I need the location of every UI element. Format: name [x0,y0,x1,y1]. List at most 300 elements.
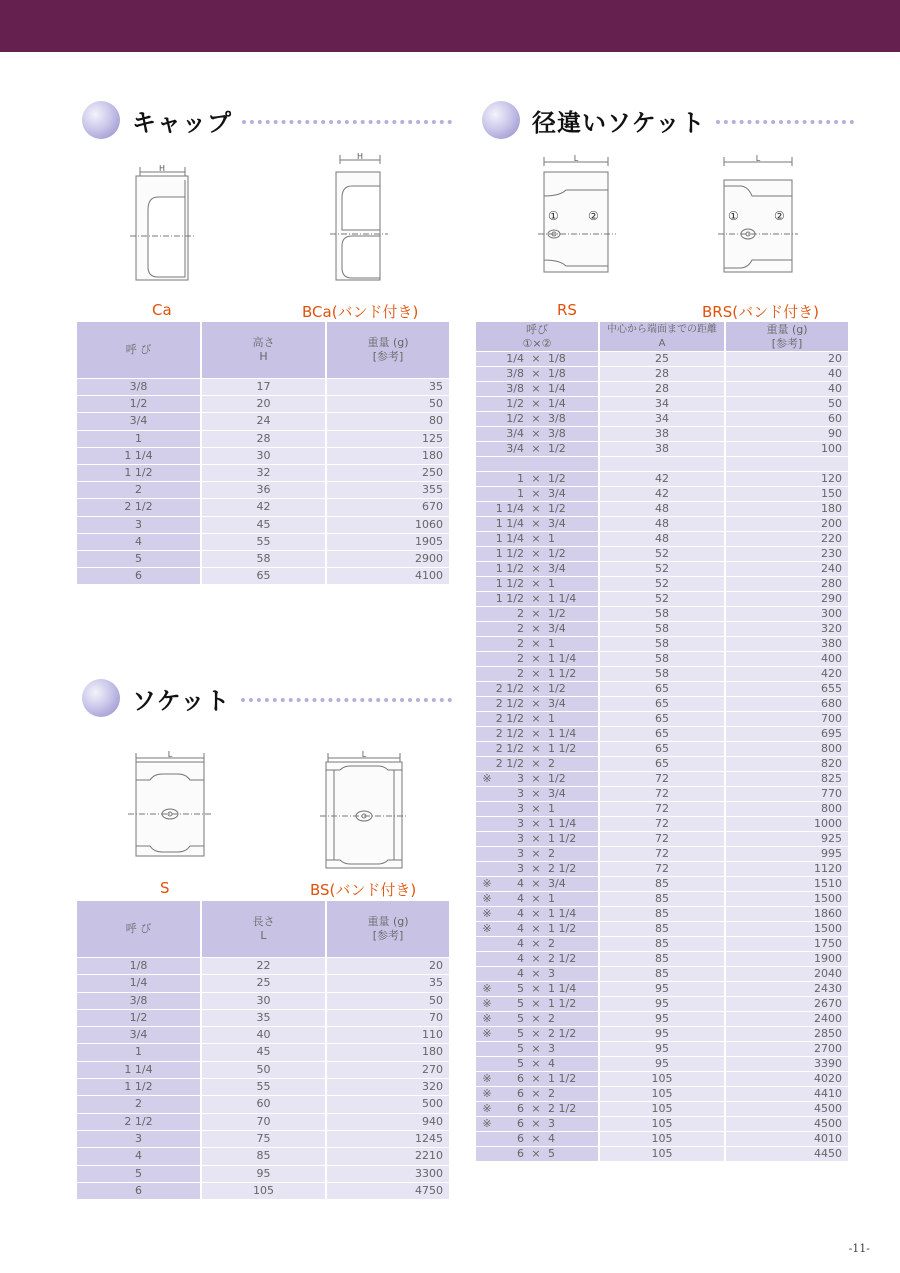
size-cell: 1/2 [77,396,202,413]
size-cell: 1/8 [77,958,202,975]
weight-cell: 3300 [327,1166,451,1183]
note-mark: ※ [482,907,492,920]
size-a: 2 [517,637,524,650]
rs-spec-table [476,322,850,1162]
length-cell: 75 [202,1131,327,1148]
size-cell [476,1027,600,1042]
size-cell [476,472,600,487]
port-2-label: ② [588,209,599,223]
times-sign: × [531,472,541,485]
table-row [476,1132,850,1147]
note-mark: ※ [482,772,492,785]
weight-cell: 180 [726,502,850,517]
table-row [77,413,451,430]
table-row [476,907,850,922]
times-sign: × [531,352,541,365]
size-cell [476,727,600,742]
table-row [476,502,850,517]
size-cell [476,772,600,787]
weight-cell: 1000 [726,817,850,832]
distance-cell: 95 [600,997,726,1012]
weight-cell: 940 [327,1114,451,1131]
table-row [77,517,451,534]
table-row [476,892,850,907]
size-a: 1 [517,487,524,500]
table-row [476,877,850,892]
weight-cell: 35 [327,975,451,992]
times-sign: × [531,547,541,560]
size-b: 1/4 [548,382,566,395]
size-cell [476,877,600,892]
weight-cell: 100 [726,442,850,457]
size-a: 1 1/4 [495,532,524,545]
distance-cell: 72 [600,862,726,877]
size-cell [476,577,600,592]
times-sign: × [531,862,541,875]
table-row [77,975,451,992]
weight-cell: 670 [327,499,451,516]
size-a: 5 [517,1057,524,1070]
size-cell [476,862,600,877]
times-sign: × [531,1027,541,1040]
distance-cell: 58 [600,637,726,652]
table-row [476,757,850,772]
size-b: 1 1/4 [548,907,577,920]
size-a: 4 [517,877,524,890]
dim-l-label: L [573,154,579,163]
size-b: 2 [548,757,555,770]
weight-cell: 35 [327,379,451,396]
table-row [77,396,451,413]
col-header-name: 呼び ①×② [476,322,600,352]
table-row [476,742,850,757]
size-b: 2 [548,937,555,950]
size-cell [476,982,600,997]
table-row [77,534,451,551]
weight-cell: 420 [726,667,850,682]
times-sign: × [531,772,541,785]
times-sign: × [531,802,541,815]
rs-table-body [476,352,850,1162]
times-sign: × [531,502,541,515]
cap-ca-drawing [128,162,198,284]
weight-cell: 2400 [726,1012,850,1027]
weight-cell: 90 [726,427,850,442]
weight-cell: 825 [726,772,850,787]
table-row [77,448,451,465]
table-row [476,997,850,1012]
size-b: 3/8 [548,427,566,440]
table-row [476,427,850,442]
size-cell: 2 1/2 [77,499,202,516]
size-a: 4 [517,892,524,905]
length-cell: 95 [202,1166,327,1183]
weight-cell: 250 [327,465,451,482]
times-sign: × [531,397,541,410]
size-b: 4 [548,1132,555,1145]
distance-cell: 105 [600,1117,726,1132]
table-row [77,1010,451,1027]
table-row [476,982,850,997]
size-cell [476,1087,600,1102]
table-row [476,1027,850,1042]
size-cell [476,847,600,862]
size-a: 1 1/4 [495,502,524,515]
times-sign: × [531,817,541,830]
table-row [77,568,451,585]
size-cell [476,1057,600,1072]
size-b: 4 [548,1057,555,1070]
table-row [77,482,451,499]
distance-cell: 72 [600,802,726,817]
distance-cell: 58 [600,622,726,637]
size-b: 1 1/4 [548,982,577,995]
size-b: 2 [548,1087,555,1100]
size-cell [476,682,600,697]
brs-drawing [718,152,800,276]
size-a: 3 [517,817,524,830]
table-row [476,1102,850,1117]
times-sign: × [531,757,541,770]
table-row [476,607,850,622]
times-sign: × [531,877,541,890]
note-mark: ※ [482,982,492,995]
size-cell: 5 [77,551,202,568]
weight-cell: 70 [327,1010,451,1027]
label-brs: BRS(バンド付き) [702,303,819,321]
times-sign: × [531,622,541,635]
height-cell: 58 [202,551,327,568]
times-sign: × [531,367,541,380]
length-cell: 60 [202,1096,327,1113]
dotted-rule [242,120,452,124]
times-sign: × [531,1012,541,1025]
times-sign: × [531,982,541,995]
height-cell: 55 [202,534,327,551]
col-header-height: 高さ H [202,322,327,379]
size-b: 2 1/2 [548,1102,577,1115]
size-a: 1/2 [506,412,524,425]
distance-cell: 95 [600,982,726,997]
size-a: 1 1/4 [495,517,524,530]
size-b: 1/8 [548,352,566,365]
size-a: 1 1/2 [495,562,524,575]
cap-table-body [77,379,451,585]
size-cell [476,607,600,622]
size-b: 1 [548,532,555,545]
bullet-ball-icon [82,679,120,717]
table-row [476,382,850,397]
weight-cell: 355 [327,482,451,499]
size-a: 5 [517,1027,524,1040]
height-cell: 65 [202,568,327,585]
weight-cell: 2900 [327,551,451,568]
size-b: 1/4 [548,397,566,410]
size-b: 1 1/2 [548,667,577,680]
header-bar [0,0,900,52]
distance-cell: 85 [600,907,726,922]
dim-h-label: H [356,152,364,161]
weight-cell: 1060 [327,517,451,534]
table-row [476,667,850,682]
size-a: 5 [517,982,524,995]
size-cell: 1/4 [77,975,202,992]
table-row [77,499,451,516]
size-cell: 1 1/4 [77,448,202,465]
times-sign: × [531,682,541,695]
weight-cell: 300 [726,607,850,622]
size-cell [476,907,600,922]
table-row [476,1117,850,1132]
weight-cell: 220 [726,532,850,547]
table-row [476,547,850,562]
distance-cell: 85 [600,952,726,967]
height-cell: 20 [202,396,327,413]
weight-cell: 20 [327,958,451,975]
table-row [476,787,850,802]
table-row [476,832,850,847]
size-a: 4 [517,937,524,950]
size-a: 6 [517,1147,524,1160]
distance-cell: 58 [600,607,726,622]
weight-cell: 230 [726,547,850,562]
size-cell: 1 1/4 [77,1062,202,1079]
size-b: 2 [548,847,555,860]
distance-cell: 95 [600,1042,726,1057]
weight-cell: 1750 [726,937,850,952]
weight-cell: 770 [726,787,850,802]
times-sign: × [531,517,541,530]
size-cell [476,712,600,727]
size-b: 1 1/4 [548,727,577,740]
size-cell [476,1102,600,1117]
col-header-name: 呼 び [77,322,202,379]
distance-cell: 85 [600,937,726,952]
size-cell: 2 [77,482,202,499]
weight-cell: 1860 [726,907,850,922]
size-a: 5 [517,1012,524,1025]
size-b: 3/4 [548,622,566,635]
distance-cell: 52 [600,562,726,577]
table-row [476,862,850,877]
times-sign: × [531,607,541,620]
size-cell [476,562,600,577]
size-a: 4 [517,907,524,920]
size-cell [476,1147,600,1162]
size-cell [476,802,600,817]
distance-cell: 34 [600,397,726,412]
weight-cell: 4410 [726,1087,850,1102]
size-cell: 1/2 [77,1010,202,1027]
weight-cell: 320 [327,1079,451,1096]
size-a: 2 1/2 [495,757,524,770]
size-b: 1 [548,637,555,650]
weight-cell: 80 [327,413,451,430]
size-a: 1/4 [506,352,524,365]
length-cell: 85 [202,1148,327,1165]
label-ca: Ca [152,301,172,319]
table-row [476,442,850,457]
dim-l-label: L [361,750,367,759]
weight-cell: 60 [726,412,850,427]
times-sign: × [531,487,541,500]
table-row [476,577,850,592]
distance-cell: 65 [600,697,726,712]
size-b: 1/2 [548,682,566,695]
times-sign: × [531,1042,541,1055]
size-cell [476,922,600,937]
size-b: 1/2 [548,442,566,455]
length-cell: 70 [202,1114,327,1131]
table-row [476,1072,850,1087]
weight-cell [726,457,850,472]
weight-cell: 1245 [327,1131,451,1148]
distance-cell: 105 [600,1132,726,1147]
distance-cell: 85 [600,922,726,937]
size-cell [476,442,600,457]
weight-cell: 400 [726,652,850,667]
cap-bca-drawing [328,150,390,284]
distance-cell: 58 [600,667,726,682]
size-cell [476,397,600,412]
table-row [476,652,850,667]
dotted-rule [716,120,854,124]
size-cell [476,697,600,712]
size-a: 1 1/2 [495,577,524,590]
distance-cell: 95 [600,1057,726,1072]
size-b: 1 1/4 [548,817,577,830]
table-row [476,412,850,427]
table-row [476,397,850,412]
size-cell [476,352,600,367]
distance-cell: 72 [600,817,726,832]
size-a: 2 1/2 [495,712,524,725]
table-row [77,1166,451,1183]
height-cell: 17 [202,379,327,396]
col-header-distance: 中心から端面までの距離 A [600,322,726,352]
size-b: 1/2 [548,472,566,485]
times-sign: × [531,532,541,545]
table-row [77,1027,451,1044]
size-cell [476,487,600,502]
note-mark: ※ [482,1012,492,1025]
table-row [77,465,451,482]
table-row [476,727,850,742]
size-a: 2 1/2 [495,697,524,710]
size-a: 3/8 [506,367,524,380]
col-header-weight: 重量 (g) [参考] [327,322,451,379]
size-cell [476,547,600,562]
note-mark: ※ [482,892,492,905]
size-b: 1/2 [548,772,566,785]
length-cell: 50 [202,1062,327,1079]
size-cell [476,952,600,967]
section-title: ソケット [132,686,231,715]
size-cell [476,427,600,442]
dim-l-label: L [167,750,173,759]
distance-cell: 95 [600,1027,726,1042]
weight-cell: 680 [726,697,850,712]
note-mark: ※ [482,997,492,1010]
size-cell: 3/4 [77,1027,202,1044]
size-cell: 6 [77,1183,202,1200]
distance-cell: 95 [600,1012,726,1027]
distance-cell: 72 [600,832,726,847]
height-cell: 30 [202,448,327,465]
times-sign: × [531,592,541,605]
times-sign: × [531,922,541,935]
table-row [476,457,850,472]
size-a: 3 [517,802,524,815]
size-b: 2 1/2 [548,952,577,965]
size-cell: 3/4 [77,413,202,430]
table-row [476,592,850,607]
distance-cell: 48 [600,517,726,532]
table-row [476,1147,850,1162]
note-mark: ※ [482,877,492,890]
weight-cell: 110 [327,1027,451,1044]
table-row [476,967,850,982]
size-cell: 1 [77,431,202,448]
cap-spec-table [77,322,451,585]
section-heading-cap [82,100,452,140]
section-heading-reducing-socket [482,100,854,140]
size-cell: 5 [77,1166,202,1183]
table-row [476,1057,850,1072]
distance-cell: 58 [600,652,726,667]
table-row [77,1079,451,1096]
weight-cell: 240 [726,562,850,577]
length-cell: 30 [202,993,327,1010]
weight-cell: 320 [726,622,850,637]
size-b: 3/4 [548,697,566,710]
size-cell [476,667,600,682]
bullet-ball-icon [82,101,120,139]
size-b: 1 [548,892,555,905]
weight-cell: 280 [726,577,850,592]
page-number: -11- [848,1242,870,1255]
weight-cell: 4100 [327,568,451,585]
times-sign: × [531,742,541,755]
size-a: 2 [517,607,524,620]
size-a: 6 [517,1117,524,1130]
size-cell: 1 1/2 [77,465,202,482]
times-sign: × [531,787,541,800]
size-a: 3 [517,862,524,875]
weight-cell: 800 [726,802,850,817]
weight-cell: 1900 [726,952,850,967]
distance-cell: 105 [600,1072,726,1087]
socket-table-body [77,958,451,1200]
table-row [77,1044,451,1061]
times-sign: × [531,1132,541,1145]
weight-cell: 4500 [726,1117,850,1132]
section-title: 径違いソケット [532,108,706,137]
size-b: 1 1/2 [548,922,577,935]
table-row [476,622,850,637]
table-row [77,1114,451,1131]
weight-cell: 1500 [726,922,850,937]
size-b: 3/4 [548,877,566,890]
label-s: S [160,879,170,897]
label-rs: RS [557,301,577,319]
size-cell [476,652,600,667]
weight-cell: 925 [726,832,850,847]
weight-cell: 2040 [726,967,850,982]
size-cell [476,412,600,427]
length-cell: 22 [202,958,327,975]
size-a: 3/4 [506,427,524,440]
